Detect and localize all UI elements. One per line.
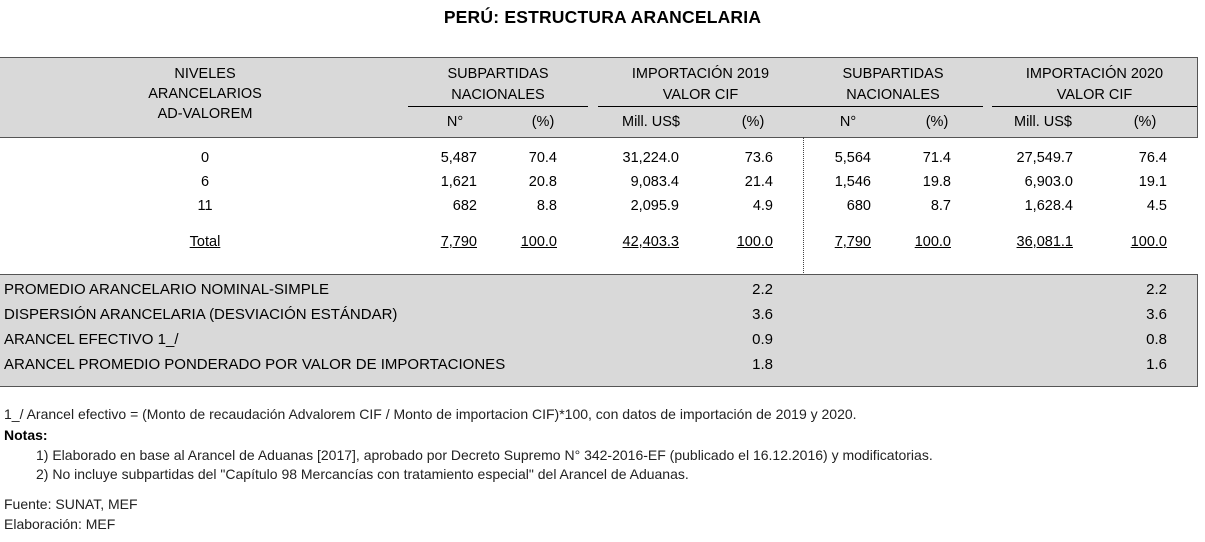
table-cell: 5,564: [834, 150, 871, 166]
total-cell: 7,790: [440, 234, 477, 250]
total-label: Total: [189, 234, 221, 250]
table-cell: 19.8: [922, 174, 951, 190]
group-line2: NACIONALES: [846, 87, 940, 103]
table-cell: 2,095.9: [630, 198, 679, 214]
table-cell: 71.4: [922, 150, 951, 166]
table-cell: 680: [846, 198, 871, 214]
fuente: Fuente: SUNAT, MEF: [4, 496, 138, 512]
group-line1: IMPORTACIÓN 2020: [1025, 66, 1164, 82]
table-cell: 21.4: [744, 174, 773, 190]
header-subpartidas-2020: [803, 64, 983, 106]
group-line1: IMPORTACIÓN 2019: [631, 66, 770, 82]
header-importacion-2019: [598, 64, 803, 106]
summary-label: DISPERSIÓN ARANCELARIA (DESVIACIÓN ESTÁNDAR): [4, 306, 398, 323]
table-cell: 31,224.0: [622, 150, 679, 166]
table-cell: 6,903.0: [1024, 174, 1073, 190]
header-niveles-line2: ARANCELARIOS: [148, 86, 262, 102]
header-niveles: [105, 64, 305, 125]
table-cell: 73.6: [744, 150, 773, 166]
table-cell: 19.1: [1138, 174, 1167, 190]
table-cell: 8.8: [536, 198, 557, 214]
notas-label: Notas:: [4, 427, 48, 443]
header-underline: [598, 106, 803, 107]
total-cell: 36,081.1: [1016, 234, 1073, 250]
total-cell-wrap: [663, 234, 773, 250]
table-cell: 682: [452, 198, 477, 214]
table-cell: 5,487: [440, 150, 477, 166]
subheader-pct: (%): [925, 114, 949, 130]
group-line2: NACIONALES: [451, 87, 545, 103]
nota-2: 2) No incluye subpartidas del "Capítulo 98 Mercancías con tratamiento especial" del Arancel de Aduanas.: [36, 466, 689, 482]
nota-1: 1) Elaborado en base al Arancel de Aduanas [2017], aprobado por Decreto Supremo N° 342-2016-EF (publicado el 16.12.2016) y modificatorias.: [36, 447, 933, 463]
page-title: PERÚ: ESTRUCTURA ARANCELARIA: [443, 7, 762, 27]
header-niveles-line1: NIVELES: [174, 66, 236, 82]
summary-label: PROMEDIO ARANCELARIO NOMINAL-SIMPLE: [4, 281, 330, 298]
row-nivel: 0: [200, 150, 210, 166]
header-niveles-line3: AD-VALOREM: [157, 106, 253, 122]
summary-value-2020: 3.6: [1146, 306, 1167, 323]
group-line1: SUBPARTIDAS: [842, 66, 944, 82]
table-cell: 27,549.7: [1016, 150, 1073, 166]
group-line1: SUBPARTIDAS: [447, 66, 549, 82]
total-cell: 7,790: [834, 234, 871, 250]
summary-label: ARANCEL EFECTIVO 1_/: [4, 331, 179, 348]
total-cell: 100.0: [914, 234, 951, 250]
total-cell-wrap: [447, 234, 557, 250]
header-underline: [408, 106, 588, 107]
group-line2: VALOR CIF: [1056, 87, 1133, 103]
total-cell: 100.0: [736, 234, 773, 250]
table-cell: 1,628.4: [1024, 198, 1073, 214]
footnote-efectivo: 1_/ Arancel efectivo = (Monto de recaudación Advalorem CIF / Monto de importacion CIF)*100, con datos de importación de 2019 y 2020.: [4, 406, 857, 422]
summary-value-2020: 2.2: [1146, 281, 1167, 298]
total-cell-wrap: [841, 234, 951, 250]
header-importacion-2020: [992, 64, 1197, 106]
row-nivel: 11: [197, 198, 213, 214]
subheader-n: N°: [839, 114, 857, 130]
subheader-mill: Mill. US$: [621, 114, 680, 130]
table-cell: 20.8: [528, 174, 557, 190]
header-underline: [803, 106, 983, 107]
table-cell: 1,546: [834, 174, 871, 190]
total-cell: 100.0: [520, 234, 557, 250]
summary-value-2020: 0.8: [1146, 331, 1167, 348]
header-underline: [992, 106, 1197, 107]
total-cell: 42,403.3: [622, 234, 679, 250]
summary-value-2019: 2.2: [752, 281, 773, 298]
summary-value-2019: 3.6: [752, 306, 773, 323]
table-cell: 9,083.4: [630, 174, 679, 190]
table-cell: 76.4: [1138, 150, 1167, 166]
table-cell: 4.5: [1146, 198, 1167, 214]
table-cell: 1,621: [440, 174, 477, 190]
total-cell: 100.0: [1130, 234, 1167, 250]
total-cell-wrap: [1057, 234, 1167, 250]
subheader-pct: (%): [1133, 114, 1157, 130]
summary-value-2020: 1.6: [1146, 356, 1167, 373]
group-line2: VALOR CIF: [662, 87, 739, 103]
subheader-pct: (%): [531, 114, 555, 130]
subheader-n: N°: [446, 114, 464, 130]
subheader-mill: Mill. US$: [1013, 114, 1072, 130]
table-cell: 8.7: [930, 198, 951, 214]
header-subpartidas-2019: [408, 64, 588, 106]
summary-value-2019: 0.9: [752, 331, 773, 348]
subheader-pct: (%): [741, 114, 765, 130]
table-cell: 4.9: [752, 198, 773, 214]
summary-label: ARANCEL PROMEDIO PONDERADO POR VALOR DE IMPORTACIONES: [4, 356, 506, 373]
elaboracion: Elaboración: MEF: [4, 516, 116, 532]
summary-value-2019: 1.8: [752, 356, 773, 373]
row-nivel: 6: [200, 174, 210, 190]
table-cell: 70.4: [528, 150, 557, 166]
